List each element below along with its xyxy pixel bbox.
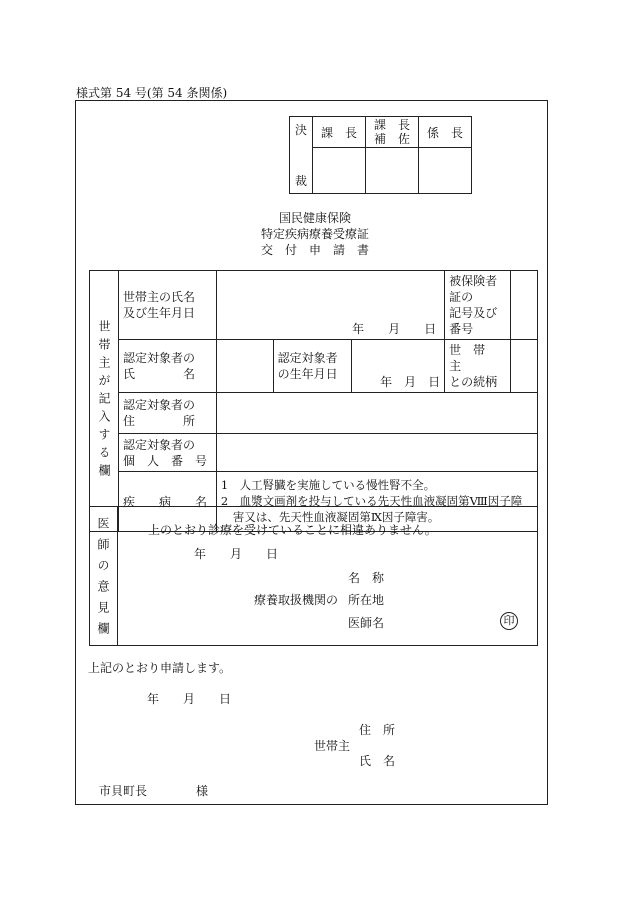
relation-label-2: との続柄	[449, 375, 498, 389]
title-line-2: 特定疾病療養受療証	[260, 227, 369, 241]
insured-no-label-1: 被保険者証の	[449, 274, 498, 304]
target-birth-label-1: 認定対象者	[277, 351, 338, 365]
applicant-side-label: 世帯主が記入する欄	[90, 271, 119, 532]
target-birth-field[interactable]	[352, 340, 445, 393]
insured-no-field[interactable]	[511, 271, 538, 340]
request-date: 年 月 日	[147, 692, 232, 706]
relation-label-1: 世 帯 主	[449, 343, 498, 373]
approval-table	[289, 116, 472, 194]
doctor-address-label: 所在地	[348, 593, 385, 607]
target-birth-label-2: の生年月日	[277, 367, 338, 381]
approval-kacho-hosa-line1: 課 長	[373, 118, 410, 133]
approval-kessai-bottom: 裁	[294, 174, 307, 188]
form-number: 様式第 54 号(第 54 条関係)	[76, 86, 228, 100]
recipient-label: 市貝町長	[99, 784, 148, 798]
approval-kacho-header: 課 長	[313, 117, 366, 148]
approval-kacho-hosa-header	[366, 117, 419, 148]
target-id-label-2: 個 人 番 号	[122, 453, 207, 468]
disease-label: 疾 病 名	[118, 472, 216, 532]
doctor-institution-name-label: 名 称	[348, 571, 385, 585]
disease-option-2b: 害又は、先天性血液凝固第Ⅸ因子障害。	[232, 510, 440, 524]
target-name-label	[118, 340, 216, 393]
approval-kakaricho-header: 係 長	[419, 117, 472, 148]
insured-no-label	[445, 271, 511, 340]
target-id-label-1: 認定対象者の	[122, 437, 195, 452]
target-address-label-1: 認定対象者の	[122, 398, 195, 412]
title-line-3: 交 付 申 請 書	[260, 243, 369, 257]
target-id-field[interactable]	[216, 434, 537, 472]
request-statement: 上記のとおり申請します。	[88, 661, 232, 675]
target-id-label	[118, 434, 216, 472]
head-name-field[interactable]	[216, 271, 444, 340]
target-address-field[interactable]	[216, 393, 537, 434]
head-label: 世帯主	[314, 739, 351, 753]
doctor-date: 年 月 日	[194, 547, 279, 561]
approval-kacho-hosa-stamp	[366, 148, 419, 194]
recipient-honorific: 様	[196, 784, 209, 798]
applicant-table	[89, 270, 538, 532]
approval-kacho-stamp	[313, 148, 366, 194]
target-name-label-1: 認定対象者の	[122, 351, 195, 365]
target-name-label-2: 氏 名	[122, 367, 195, 381]
target-address-label	[118, 393, 216, 434]
target-birth-date-label: 年 月 日	[380, 375, 441, 389]
doctor-statement: 上のとおり診療を受けていることに相違ありません。	[148, 523, 437, 537]
insured-no-label-2: 記号及び番号	[449, 306, 498, 336]
disease-option-2a: 2 血漿文画剤を投与している先天性血液凝固第Ⅷ因子障	[220, 494, 523, 508]
approval-kessai-top: 決	[294, 123, 307, 137]
doctor-institution-label: 療養取扱機関の	[254, 593, 339, 607]
relation-field[interactable]	[511, 340, 538, 393]
head-birth-date-label: 年 月 日	[352, 322, 437, 336]
relation-label	[445, 340, 511, 393]
approval-kessai-cell	[290, 117, 313, 194]
head-name-label-1: 世帯主の氏名	[122, 290, 195, 304]
seal-icon: 印	[500, 612, 518, 630]
approval-kacho-hosa-line2: 補 佐	[373, 132, 410, 147]
head-name-sign-label: 氏 名	[359, 754, 396, 768]
doctor-side-label: 医師の意見欄	[90, 507, 118, 645]
doctor-name-label: 医師名	[348, 616, 385, 630]
head-name-label	[118, 271, 216, 340]
target-name-field[interactable]	[216, 340, 273, 393]
disease-option-1: 1 人工腎臓を実施している慢性腎不全。	[220, 478, 436, 492]
head-name-label-2: 及び生年月日	[122, 306, 195, 320]
approval-kakaricho-stamp	[419, 148, 472, 194]
doctor-section	[89, 506, 538, 646]
target-address-label-2: 住 所	[122, 414, 195, 428]
title-line-1: 国民健康保険	[278, 211, 351, 225]
head-address-label: 住 所	[359, 723, 396, 737]
target-birth-label	[273, 340, 352, 393]
